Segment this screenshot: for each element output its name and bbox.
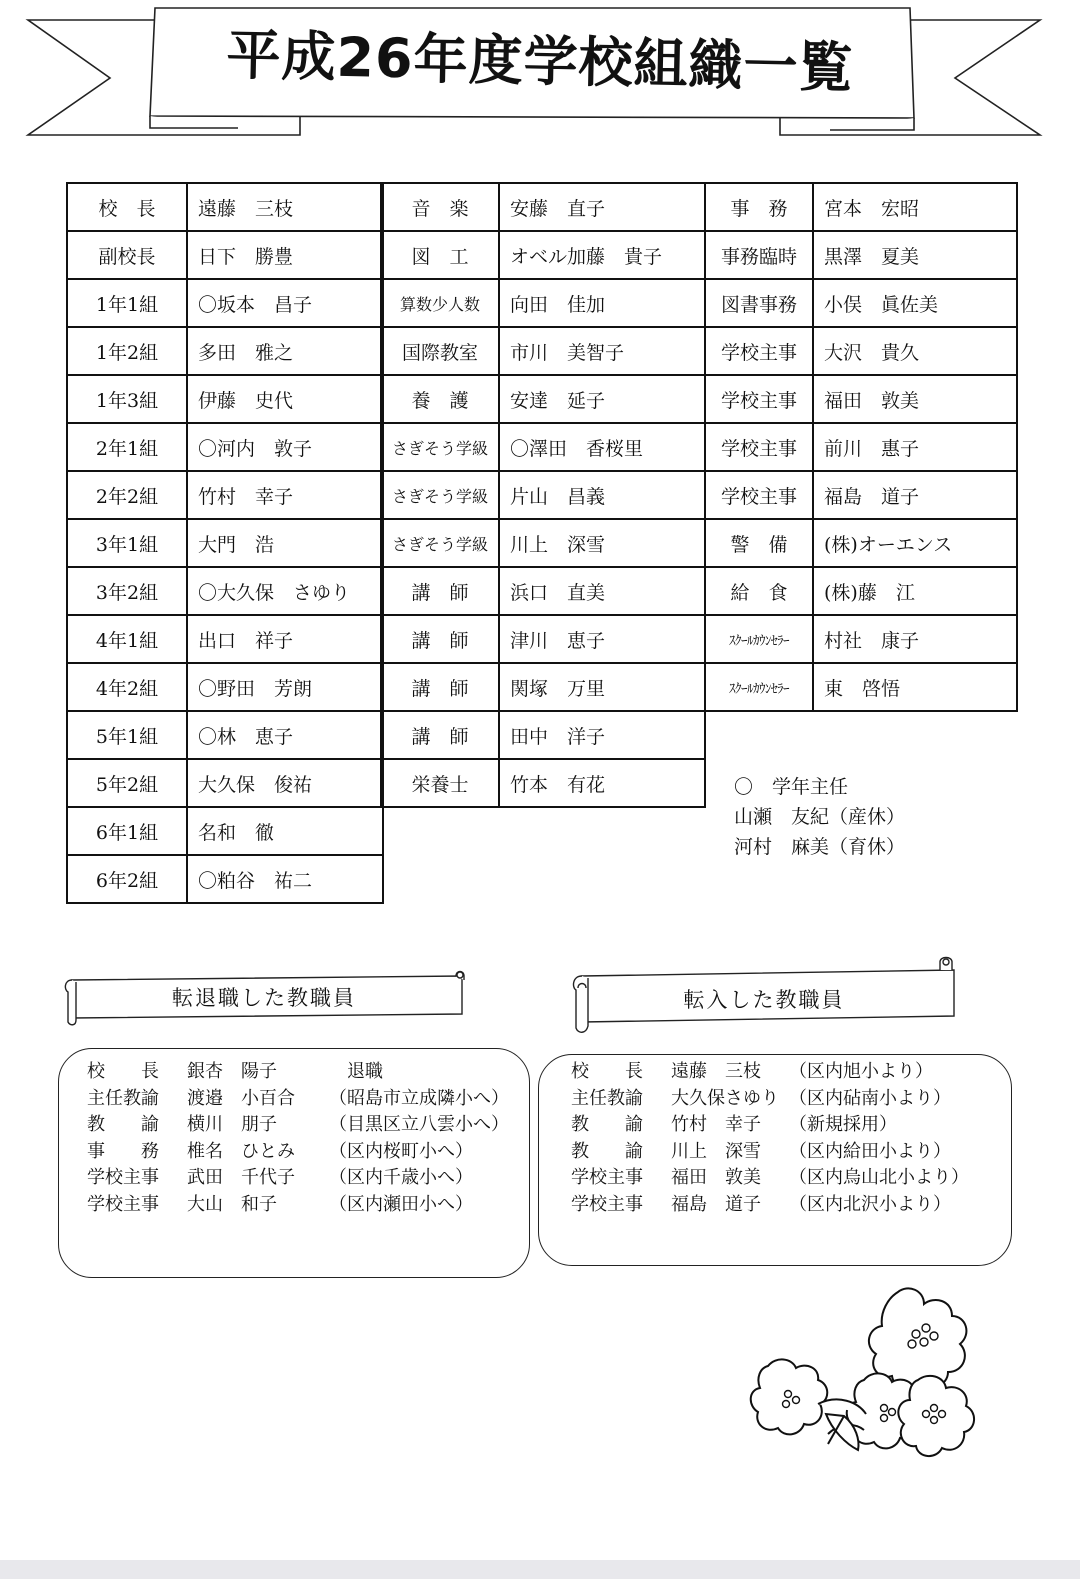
staff-role: 講 師 (381, 711, 499, 759)
page-title: 平成26年度学校組織一覧 (225, 23, 855, 100)
staff-role: ｽｸｰﾙｶｳﾝｾﾗｰ (705, 615, 813, 663)
table-row (381, 471, 705, 519)
title-banner (0, 0, 1080, 150)
staff-name: 宮本 宏昭 (813, 183, 1017, 231)
list-item (87, 1059, 529, 1086)
staff-role: 2年2組 (67, 471, 187, 519)
staff-name: 津川 恵子 (499, 615, 705, 663)
staff-name: 市川 美智子 (499, 327, 705, 375)
list-item (571, 1112, 1011, 1139)
staff-role: 5年2組 (67, 759, 187, 807)
staff-name: 日下 勝豊 (187, 231, 383, 279)
staff-role: 主任教諭 (571, 1087, 643, 1109)
table-row (381, 231, 705, 279)
staff-name: 渡邉 小百合 (187, 1087, 295, 1109)
staff-name: オベル加藤 貴子 (499, 231, 705, 279)
table-row (381, 183, 705, 231)
staff-name: 黒澤 夏美 (813, 231, 1017, 279)
table-row (67, 279, 383, 327)
staff-role: 教 諭 (571, 1140, 643, 1162)
staff-role: 副校長 (67, 231, 187, 279)
staff-name: 伊藤 史代 (187, 375, 383, 423)
staff-name: 〇坂本 昌子 (187, 279, 383, 327)
staff-name: 武田 千代子 (187, 1167, 295, 1188)
staff-name: 竹村 幸子 (671, 1114, 761, 1135)
staff-name: 横川 朋子 (187, 1114, 277, 1135)
staff-name: 安達 延子 (499, 375, 705, 423)
staff-name: 向田 佳加 (499, 279, 705, 327)
staff-role: 4年2組 (67, 663, 187, 711)
table-row (381, 615, 705, 663)
staff-destination: （区内瀬田小へ） (329, 1193, 473, 1215)
staff-name: 小俣 眞佐美 (813, 279, 1017, 327)
staff-destination: （区内給田小より） (789, 1140, 951, 1162)
table-row (381, 423, 705, 471)
staff-destination: （新規採用） (789, 1114, 897, 1135)
staff-destination: （区内烏山北小より） (789, 1167, 969, 1188)
staff-name: 〇粕谷 祐二 (187, 855, 383, 903)
table-row (381, 327, 705, 375)
staff-destination: （目黒区立八雲小へ） (329, 1114, 509, 1135)
table-row (381, 663, 705, 711)
table-row (705, 567, 1017, 615)
cherry-blossom-icon (748, 1284, 988, 1464)
staff-role: 国際教室 (381, 327, 499, 375)
staff-role: 6年1組 (67, 807, 187, 855)
departed-heading-scroll (58, 968, 470, 1026)
table-row (67, 615, 383, 663)
staff-name: 椎名 ひとみ (187, 1140, 295, 1162)
staff-role: 校 長 (571, 1061, 643, 1082)
table-row (67, 183, 383, 231)
staff-role: 教 諭 (571, 1114, 643, 1135)
staff-name: (株)オーエンス (813, 519, 1017, 567)
staff-name: 〇河内 敦子 (187, 423, 383, 471)
staff-role: 学校主事 (571, 1167, 643, 1188)
list-item (571, 1165, 1011, 1192)
staff-role: 図書事務 (705, 279, 813, 327)
staff-role: 1年3組 (67, 375, 187, 423)
staff-role: 学校主事 (705, 327, 813, 375)
staff-role: 教 諭 (87, 1114, 159, 1135)
staff-name: 村社 康子 (813, 615, 1017, 663)
departed-staff-box (58, 1048, 530, 1278)
staff-role: 事務臨時 (705, 231, 813, 279)
table-row (67, 423, 383, 471)
staff-destination: （区内千歳小へ） (329, 1167, 473, 1188)
table-row (67, 519, 383, 567)
staff-role: 給 食 (705, 567, 813, 615)
table-row (705, 423, 1017, 471)
table-row (381, 567, 705, 615)
staff-name: 多田 雅之 (187, 327, 383, 375)
staff-name: 川上 深雪 (499, 519, 705, 567)
list-item (571, 1139, 1011, 1166)
staff-role: 学校主事 (705, 423, 813, 471)
staff-role: ｽｸｰﾙｶｳﾝｾﾗｰ (705, 663, 813, 711)
staff-name: 東 啓悟 (813, 663, 1017, 711)
staff-role: 5年1組 (67, 711, 187, 759)
staff-role: 講 師 (381, 663, 499, 711)
staff-role: さぎそう学級 (381, 423, 499, 471)
list-item (87, 1086, 529, 1113)
staff-name: 〇大久保 さゆり (187, 567, 383, 615)
staff-role: 警 備 (705, 519, 813, 567)
staff-table-office (704, 182, 1018, 712)
staff-destination: （区内旭小より） (789, 1061, 933, 1082)
staff-role: 音 楽 (381, 183, 499, 231)
staff-table-specialist (380, 182, 706, 808)
staff-name: 片山 昌義 (499, 471, 705, 519)
staff-name: 関塚 万里 (499, 663, 705, 711)
staff-role: 校 長 (67, 183, 187, 231)
table-row (67, 759, 383, 807)
departed-heading: 転退職した教職員 (172, 986, 356, 1010)
staff-role: 1年2組 (67, 327, 187, 375)
staff-name: 福田 敦美 (813, 375, 1017, 423)
staff-name: 福島 道子 (671, 1193, 761, 1215)
table-row (705, 183, 1017, 231)
table-row (381, 279, 705, 327)
staff-role: 講 師 (381, 615, 499, 663)
table-row (705, 231, 1017, 279)
list-item (571, 1059, 1011, 1086)
table-row (705, 519, 1017, 567)
staff-destination: （区内北沢小より） (789, 1193, 951, 1215)
staff-role: 学校主事 (571, 1193, 643, 1215)
arrived-heading: 転入した教職員 (683, 988, 845, 1012)
staff-name: 遠藤 三枝 (187, 183, 383, 231)
table-row (67, 567, 383, 615)
table-row (381, 375, 705, 423)
staff-name: 銀杏 陽子 (187, 1061, 277, 1082)
staff-role: 事 務 (87, 1140, 159, 1162)
table-row (67, 855, 383, 903)
arrived-staff-box (538, 1054, 1012, 1266)
staff-name: 福島 道子 (813, 471, 1017, 519)
list-item (87, 1112, 529, 1139)
staff-name: 福田 敦美 (671, 1167, 761, 1188)
list-item (571, 1086, 1011, 1113)
staff-role: 4年1組 (67, 615, 187, 663)
staff-name: 川上 深雪 (671, 1140, 761, 1162)
staff-name: 遠藤 三枝 (671, 1061, 761, 1082)
note-line: 山瀬 友紀（産休） (734, 806, 906, 828)
staff-name: 名和 徹 (187, 807, 383, 855)
list-item (571, 1192, 1011, 1219)
table-row (705, 327, 1017, 375)
staff-role: 栄養士 (381, 759, 499, 807)
staff-name: 大久保 俊祐 (187, 759, 383, 807)
table-row (705, 471, 1017, 519)
staff-role: 講 師 (381, 567, 499, 615)
staff-role: さぎそう学級 (381, 519, 499, 567)
table-row (381, 519, 705, 567)
staff-name: 出口 祥子 (187, 615, 383, 663)
staff-name: 安藤 直子 (499, 183, 705, 231)
staff-role: 2年1組 (67, 423, 187, 471)
staff-name: 竹本 有花 (499, 759, 705, 807)
staff-role: 3年1組 (67, 519, 187, 567)
table-row (705, 279, 1017, 327)
notes (734, 772, 905, 862)
staff-name: 竹村 幸子 (187, 471, 383, 519)
table-row (67, 807, 383, 855)
staff-role: 6年2組 (67, 855, 187, 903)
staff-name: 〇林 恵子 (187, 711, 383, 759)
table-row (67, 711, 383, 759)
table-row (381, 711, 705, 759)
staff-name: 浜口 直美 (499, 567, 705, 615)
table-row (381, 759, 705, 807)
staff-destination: （区内桜町小へ） (329, 1140, 473, 1162)
table-row (67, 327, 383, 375)
staff-role: 校 長 (87, 1061, 159, 1082)
table-row (67, 471, 383, 519)
staff-name: 〇澤田 香桜里 (499, 423, 705, 471)
staff-role: 算数少人数 (381, 279, 499, 327)
staff-destination: （昭島市立成隣小へ） (329, 1087, 509, 1109)
list-item (87, 1192, 529, 1219)
staff-role: 学校主事 (705, 375, 813, 423)
table-row (705, 615, 1017, 663)
staff-role: 3年2組 (67, 567, 187, 615)
staff-role: 図 工 (381, 231, 499, 279)
bottom-scroll-area (0, 1560, 1080, 1579)
staff-name: (株)藤 江 (813, 567, 1017, 615)
table-row (67, 375, 383, 423)
staff-role: 主任教諭 (87, 1087, 159, 1109)
staff-table-homeroom (66, 182, 384, 904)
staff-destination: （区内砧南小より） (789, 1087, 951, 1109)
table-row (67, 663, 383, 711)
staff-role: 1年1組 (67, 279, 187, 327)
table-row (67, 231, 383, 279)
staff-name: 大沢 貴久 (813, 327, 1017, 375)
staff-name: 大久保さゆり (671, 1087, 779, 1109)
list-item (87, 1139, 529, 1166)
table-row (705, 375, 1017, 423)
staff-role: 事 務 (705, 183, 813, 231)
staff-role: 養 護 (381, 375, 499, 423)
arrived-heading-scroll (568, 956, 960, 1036)
staff-role: さぎそう学級 (381, 471, 499, 519)
staff-role: 学校主事 (705, 471, 813, 519)
staff-role: 学校主事 (87, 1193, 159, 1215)
staff-name: 〇野田 芳朗 (187, 663, 383, 711)
staff-role: 学校主事 (87, 1167, 159, 1188)
staff-name: 田中 洋子 (499, 711, 705, 759)
staff-destination: 退職 (329, 1061, 383, 1082)
staff-name: 大門 浩 (187, 519, 383, 567)
staff-name: 前川 惠子 (813, 423, 1017, 471)
note-line: 河村 麻美（育休） (734, 836, 906, 858)
note-line: 〇 学年主任 (734, 776, 849, 798)
staff-name: 大山 和子 (187, 1193, 277, 1215)
list-item (87, 1165, 529, 1192)
table-row (705, 663, 1017, 711)
